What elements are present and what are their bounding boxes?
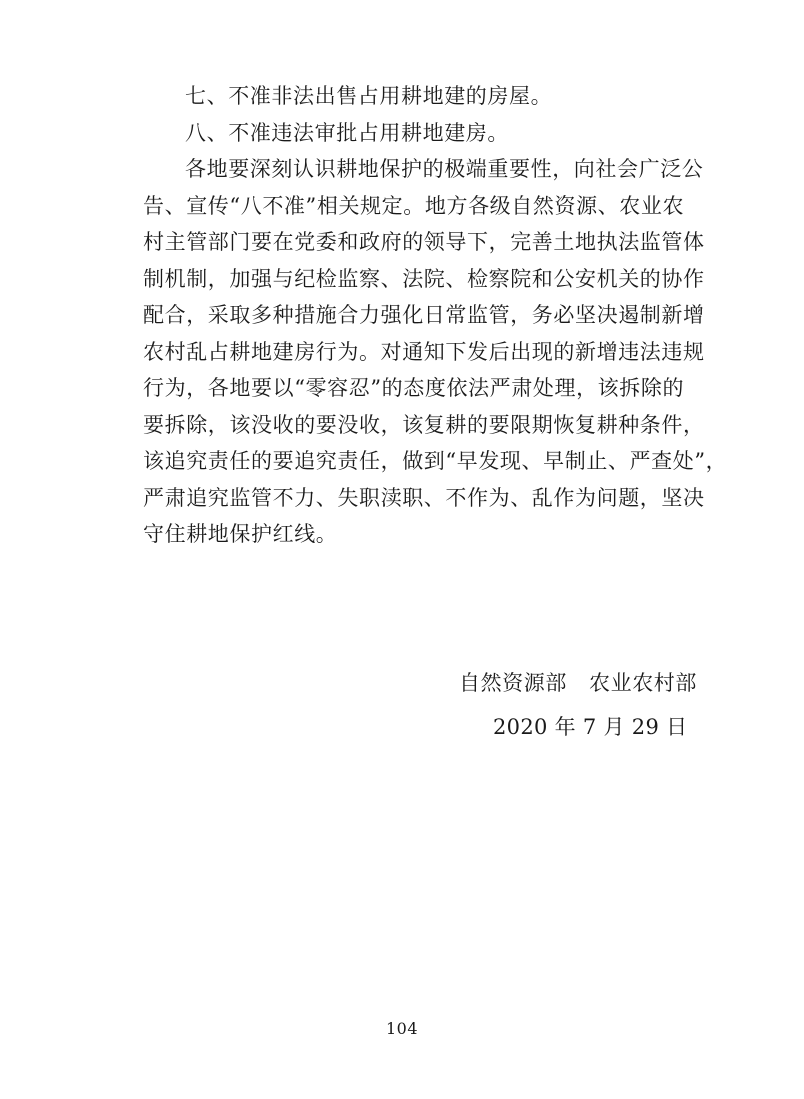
signature-organizations (459, 667, 697, 697)
item-7: 七、不准非法出售占用耕地建的房屋。 (185, 84, 553, 108)
paragraph-line: 配合，采取多种措施合力强化日常监管，务必坚决遏制新增 (143, 303, 705, 327)
paragraph-line: 行为，各地要以“零容忍”的态度依法严肃处理，该拆除的 (143, 376, 685, 400)
paragraph-line: 守住耕地保护红线。 (143, 522, 338, 546)
signature-date: 2020 年 7 月 29 日 (493, 715, 688, 739)
paragraph-line: 严肃追究监管不力、失职渎职、不作为、乱作为问题，坚决 (143, 485, 705, 510)
paragraph-line: 制机制，加强与纪检监察、法院、检察院和公安机关的协作 (143, 266, 705, 291)
signature-org-agriculture: 农业农村部 (589, 671, 697, 695)
paragraph-line: 该追究责任的要追究责任，做到“早发现、早制止、严查处”， (143, 449, 728, 473)
paragraph-line: 告、宣传“八不准”相关规定。地方各级自然资源、农业农 (143, 193, 685, 218)
paragraph-line: 各地要深刻认识耕地保护的极端重要性，向社会广泛公 (185, 157, 704, 181)
paragraph-line: 要拆除，该没收的要没收，该复耕的要限期恢复耕种条件， (143, 412, 705, 437)
paragraph-line: 村主管部门要在党委和政府的领导下，完善土地执法监管体 (143, 230, 705, 254)
item-8: 八、不准违法审批占用耕地建房。 (185, 120, 509, 145)
signature-org-natural-resources: 自然资源部 (459, 671, 567, 695)
page-number: 104 (385, 1019, 419, 1038)
paragraph-line: 农村乱占耕地建房行为。对通知下发后出现的新增违法违规 (143, 339, 705, 364)
document-body (143, 78, 728, 553)
